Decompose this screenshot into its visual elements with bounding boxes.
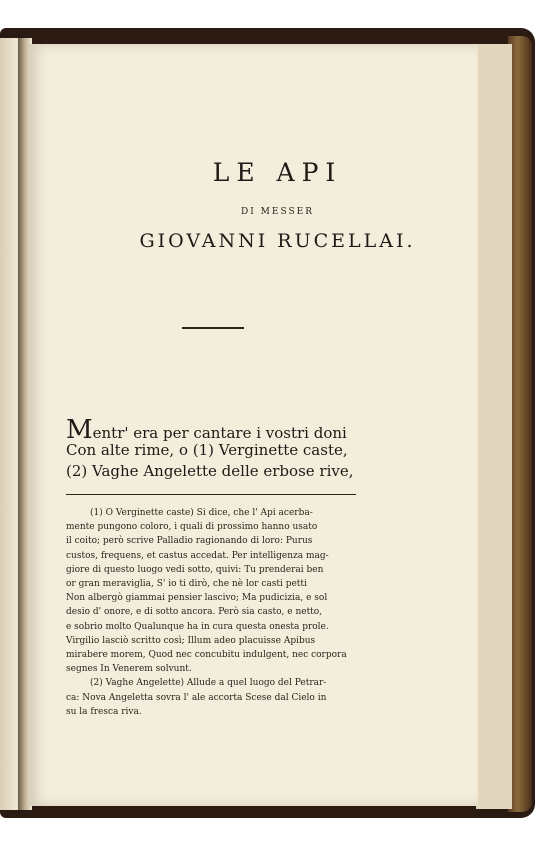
footnote-line: segnes In Venerem solvunt. (66, 664, 192, 675)
footnote-line: Non albergò giammai pensier lascivo; Ma pudicizia, e sol (66, 593, 328, 604)
footnote-line: Virgilio lasciò scritto così; Illum adeo placuisse Apibus (66, 635, 316, 646)
footnote-line: or gran meraviglia, S' io ti dirò, che nè lor casti petti (66, 579, 307, 590)
footnote-divider (66, 494, 356, 495)
footnote-line: mente pungono coloro, i quali di prossimo hanno usato (66, 522, 318, 533)
footnote-line: desio d' onore, e di sotto ancora. Però sia casto, e netto, (66, 607, 323, 618)
footnote-line: il coito; però scrive Palladio ragionando di loro: Purus (66, 536, 313, 547)
verse-line-2: Con alte rime, o (1) Verginette caste, (66, 441, 348, 459)
footnote-line: (1) O Verginette caste) Si dice, che l' Api acerba- (90, 508, 313, 518)
footnote-line: e sobrio molto Qualunque ha in cura questa onesta prole. (66, 621, 329, 632)
footnote-line: custos, frequens, et castus accedat. Per intelligenza mag- (66, 550, 329, 561)
author-name: GIOVANNI RUCELLAI. (139, 230, 416, 252)
footnote-line: mirabere morem, Quod nec concubitu indulgent, nec corpora (66, 650, 347, 661)
title-divider (182, 327, 244, 329)
subtitle: DI MESSER (241, 207, 314, 217)
book-title: LE API (212, 158, 343, 187)
footnote-line: giore di questo luogo vedi sotto, quivi: Tu prenderai ben (66, 564, 324, 575)
footnote-line: su la fresca riva. (66, 706, 142, 717)
verse-line-3: (2) Vaghe Angelette delle erbose rive, (66, 462, 354, 480)
footnote-line: ca: Nova Angeletta sovra l' ale accorta Scese dal Cielo in (66, 692, 327, 703)
footnotes (66, 506, 390, 719)
footnote-line: (2) Vaghe Angelette) Allude a quel luogo del Petrar- (90, 678, 327, 689)
verse-line-1-text: entr' era per cantare i vostri doni (92, 424, 347, 442)
drop-initial: M (66, 415, 93, 445)
